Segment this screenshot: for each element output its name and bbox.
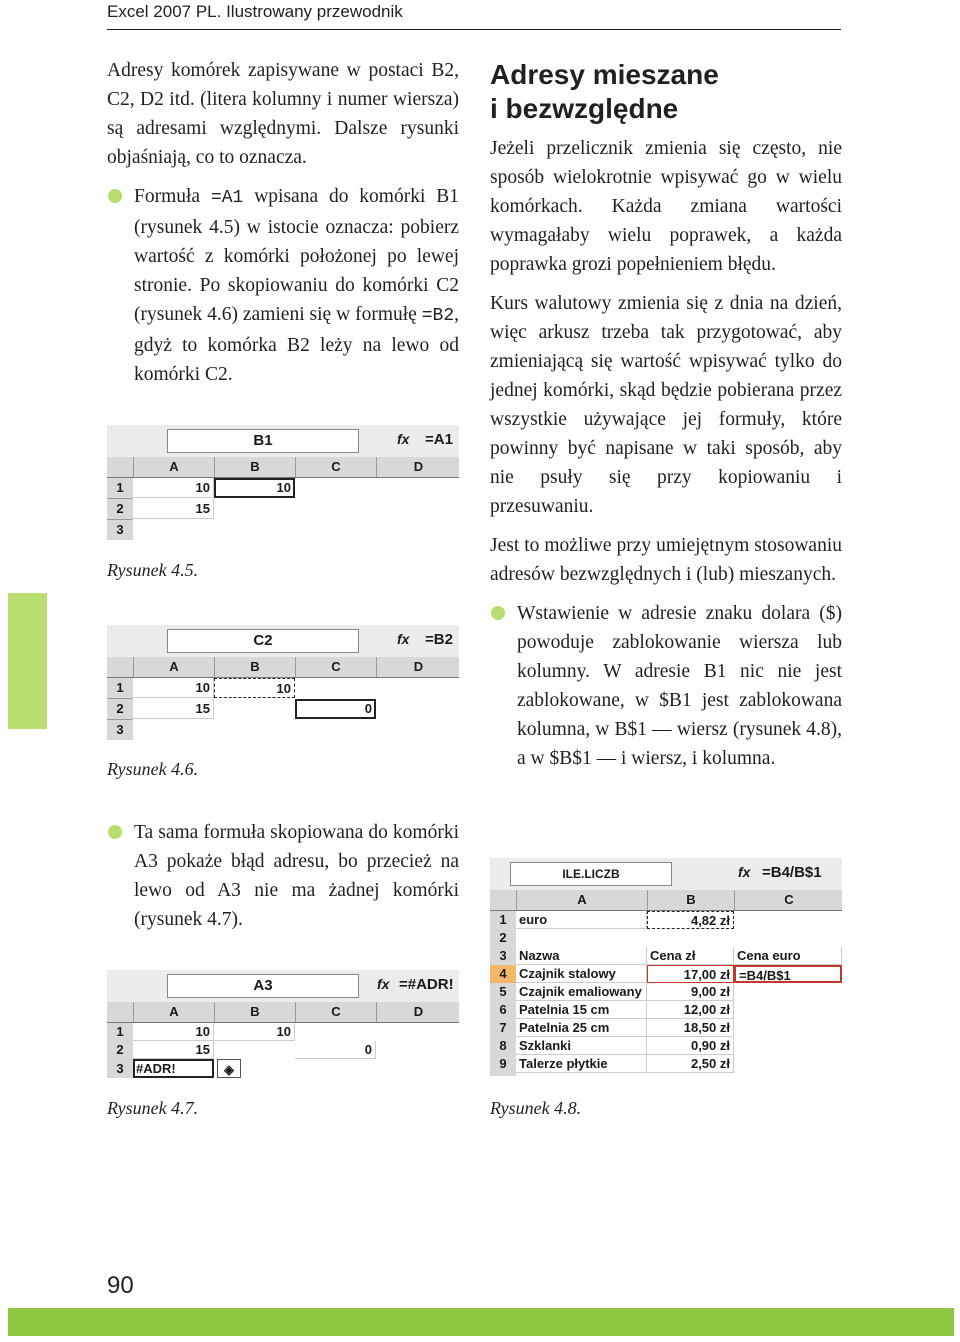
col-header[interactable]: C — [295, 657, 376, 677]
formula-value[interactable]: =A1 — [425, 431, 453, 448]
cell-a1[interactable]: 10 — [133, 1023, 214, 1041]
formula-bar — [107, 425, 459, 458]
header-cell-name[interactable]: Nazwa — [516, 947, 647, 965]
item-name-cell[interactable]: Patelnia 25 cm — [516, 1019, 647, 1037]
item-name-cell[interactable]: Czajnik stalowy — [516, 965, 647, 983]
formula-value[interactable]: =#ADR! — [399, 976, 454, 993]
fx-icon[interactable]: fx — [397, 431, 410, 447]
bullet-text-part: , gdyż to komórka B2 leży na lewo od komórki C2. — [134, 304, 459, 385]
bullet-text: Ta sama formuła skopiowana do komórki A3 pokaże błąd adresu, bo przecież na lewo od A3 nie ma żadnej komórki (rysunek 4.7). — [134, 822, 459, 930]
item-price-cell[interactable]: 17,00 zł — [647, 965, 734, 983]
cell-c2[interactable]: 0 — [295, 1041, 376, 1059]
col-header[interactable]: A — [133, 457, 214, 477]
row-header[interactable]: 1 — [107, 1023, 133, 1042]
col-header[interactable]: D — [376, 1002, 459, 1022]
figure-4-7-caption: Rysunek 4.7. — [107, 1098, 199, 1118]
bullet-text-part: Formuła — [134, 186, 211, 207]
column-headers — [107, 457, 459, 478]
item-price-cell[interactable]: 9,00 zł — [647, 983, 734, 1001]
row-header[interactable]: 2 — [107, 699, 133, 720]
formula-code: =B2 — [421, 306, 455, 326]
col-header[interactable]: C — [734, 890, 842, 910]
item-name-cell[interactable]: Talerze płytkie — [516, 1055, 647, 1073]
right-column — [490, 134, 842, 773]
item-name-cell[interactable]: Patelnia 15 cm — [516, 1001, 647, 1019]
row-header[interactable]: 3 — [107, 1059, 133, 1078]
figure-4-6-screenshot — [107, 625, 459, 740]
col-header[interactable]: D — [376, 457, 459, 477]
figure-4-5-caption: Rysunek 4.5. — [107, 560, 199, 580]
bullet-text: Wstawienie w adresie znaku dolara ($) powoduje zablokowanie wiersza lub kolumny. W adresie B1 nic nie jest zablokowane, w $B1 jest zablokowana kolumna, w B$1 — wiersz (rysunek 4.8), a w $B$1 — i wiersz, i kolumna. — [517, 603, 842, 769]
col-header[interactable]: A — [133, 1002, 214, 1022]
cell-c2[interactable]: 0 — [295, 699, 376, 719]
cell-a3-error[interactable]: #ADR! — [133, 1059, 214, 1078]
row-header[interactable]: 2 — [490, 929, 516, 948]
col-header[interactable]: C — [295, 457, 376, 477]
column-headers — [107, 657, 459, 678]
column-headers — [107, 1002, 459, 1023]
row-header[interactable]: 8 — [490, 1037, 516, 1056]
row-header[interactable]: 3 — [107, 520, 133, 540]
col-header[interactable]: B — [647, 890, 734, 910]
bullet-dot-icon — [108, 825, 122, 839]
name-box[interactable]: A3 — [167, 974, 359, 998]
header-cell-euro[interactable]: Cena euro — [734, 947, 842, 965]
cell-b1[interactable]: 10 — [214, 678, 295, 698]
page-number: 90 — [107, 1272, 134, 1299]
fx-icon[interactable]: fx — [738, 864, 751, 880]
column-headers — [490, 890, 842, 911]
bullet-formula-a1 — [107, 182, 459, 389]
name-box[interactable]: ILE.LICZB — [510, 862, 672, 886]
figure-4-8-screenshot — [490, 858, 842, 1076]
row-header[interactable]: 6 — [490, 1001, 516, 1020]
row-header[interactable]: 1 — [107, 678, 133, 699]
row-header[interactable]: 1 — [107, 478, 133, 499]
cell-a1[interactable]: 10 — [133, 478, 214, 498]
fx-icon[interactable]: fx — [377, 976, 390, 992]
cell-euro-label[interactable]: euro — [516, 911, 647, 929]
col-header[interactable]: B — [214, 1002, 295, 1022]
item-name-cell[interactable]: Szklanki — [516, 1037, 647, 1055]
row-header[interactable]: 2 — [107, 1041, 133, 1060]
formula-code: =A1 — [210, 188, 244, 208]
bullet-dot-icon — [108, 189, 122, 203]
row-header[interactable]: 3 — [490, 947, 516, 966]
header-title: Excel 2007 PL. Ilustrowany przewodnik — [107, 2, 403, 21]
heading-line: i bezwzględne — [490, 93, 679, 124]
col-header[interactable]: D — [376, 657, 459, 677]
row-header[interactable]: 3 — [107, 720, 133, 740]
formula-value[interactable]: =B4/B$1 — [762, 864, 822, 881]
running-header — [107, 0, 841, 30]
name-box[interactable]: B1 — [167, 429, 359, 453]
col-header[interactable]: A — [133, 657, 214, 677]
paragraph-1: Jeżeli przelicznik zmienia się często, nie sposób wielokrotnie wpisywać go w wielu komórkach. Każda zmiana wartości wymagałaby wielu poprawek, a każda poprawka grozi popełnieniem błędu. — [490, 138, 842, 275]
cell-b1[interactable]: 10 — [214, 1023, 295, 1041]
figure-4-6-caption: Rysunek 4.6. — [107, 759, 199, 779]
bullet-copy-a3 — [107, 818, 459, 934]
item-price-cell[interactable]: 12,00 zł — [647, 1001, 734, 1019]
name-box[interactable]: C2 — [167, 629, 359, 653]
cell-a1[interactable]: 10 — [133, 678, 214, 698]
cell-a2[interactable]: 15 — [133, 699, 214, 719]
col-header[interactable]: C — [295, 1002, 376, 1022]
bullet-dollar-sign — [490, 599, 842, 773]
col-header[interactable]: A — [516, 890, 647, 910]
cell-euro-rate[interactable]: 4,82 zł — [647, 911, 734, 929]
paragraph-3: Jest to możliwe przy umiejętnym stosowaniu adresów bezwzględnych i (lub) mieszanych. — [490, 535, 842, 585]
row-header[interactable]: 9 — [490, 1055, 516, 1076]
chapter-side-tab — [8, 593, 47, 729]
formula-bar — [107, 970, 459, 1003]
row-header[interactable]: 2 — [107, 499, 133, 520]
intro-paragraph: Adresy komórek zapisywane w postaci B2, C2, D2 itd. (litera kolumny i numer wiersza) są adresami względnymi. Dalsze rysunki objaśniają, co to oznacza. — [107, 60, 459, 168]
bullet-text-part: wpisana do komórki B1 (rysunek 4.5) w istocie oznacza: pobierz wartość z komórki położonej po lewej stronie. Po skopiowaniu do komórki C2 (rysunek 4.6) zamieni się w formułę — [134, 186, 459, 325]
item-price-cell[interactable]: 0,90 zł — [647, 1037, 734, 1055]
heading-line: Adresy mieszane — [490, 59, 719, 90]
item-name-cell[interactable]: Czajnik emaliowany — [516, 983, 647, 1001]
cell-b1[interactable]: 10 — [214, 478, 295, 498]
item-price-cell[interactable]: 18,50 zł — [647, 1019, 734, 1037]
figure-4-5-screenshot — [107, 425, 459, 540]
error-warning-icon[interactable]: ◈ — [217, 1059, 241, 1078]
header-cell-price[interactable]: Cena zł — [647, 947, 734, 965]
item-price-cell[interactable]: 2,50 zł — [647, 1055, 734, 1073]
formula-bar — [490, 858, 842, 891]
paragraph-2: Kurs walutowy zmienia się z dnia na dzień, więc arkusz trzeba tak przygotować, aby zmieniającą się wartość wpisywać tylko do jednej komórki, skąd będzie pobierana przez wszystkie używające jej formuły, które powinny być napisane w taki sposób, aby nie psuły się przy kopiowaniu i przesuwaniu. — [490, 293, 842, 517]
figure-4-7-screenshot — [107, 970, 459, 1078]
col-header[interactable]: B — [214, 657, 295, 677]
row-header-active[interactable]: 4 — [490, 965, 516, 984]
col-header[interactable]: B — [214, 457, 295, 477]
bullet-dot-icon — [491, 606, 505, 620]
row-header[interactable]: 7 — [490, 1019, 516, 1038]
left-column-lower — [107, 818, 459, 934]
row-header[interactable]: 5 — [490, 983, 516, 1002]
figure-4-8-caption: Rysunek 4.8. — [490, 1098, 582, 1118]
left-column — [107, 56, 459, 389]
item-euro-cell-editing[interactable]: =B4/B$1 — [734, 965, 842, 983]
cell-a2[interactable]: 15 — [133, 499, 214, 519]
row-header[interactable]: 1 — [490, 911, 516, 930]
fx-icon[interactable]: fx — [397, 631, 410, 647]
footer-color-bar — [8, 1308, 954, 1336]
formula-value[interactable]: =B2 — [425, 631, 453, 648]
cell-a2[interactable]: 15 — [133, 1041, 214, 1059]
section-heading — [490, 58, 840, 126]
formula-bar — [107, 625, 459, 658]
